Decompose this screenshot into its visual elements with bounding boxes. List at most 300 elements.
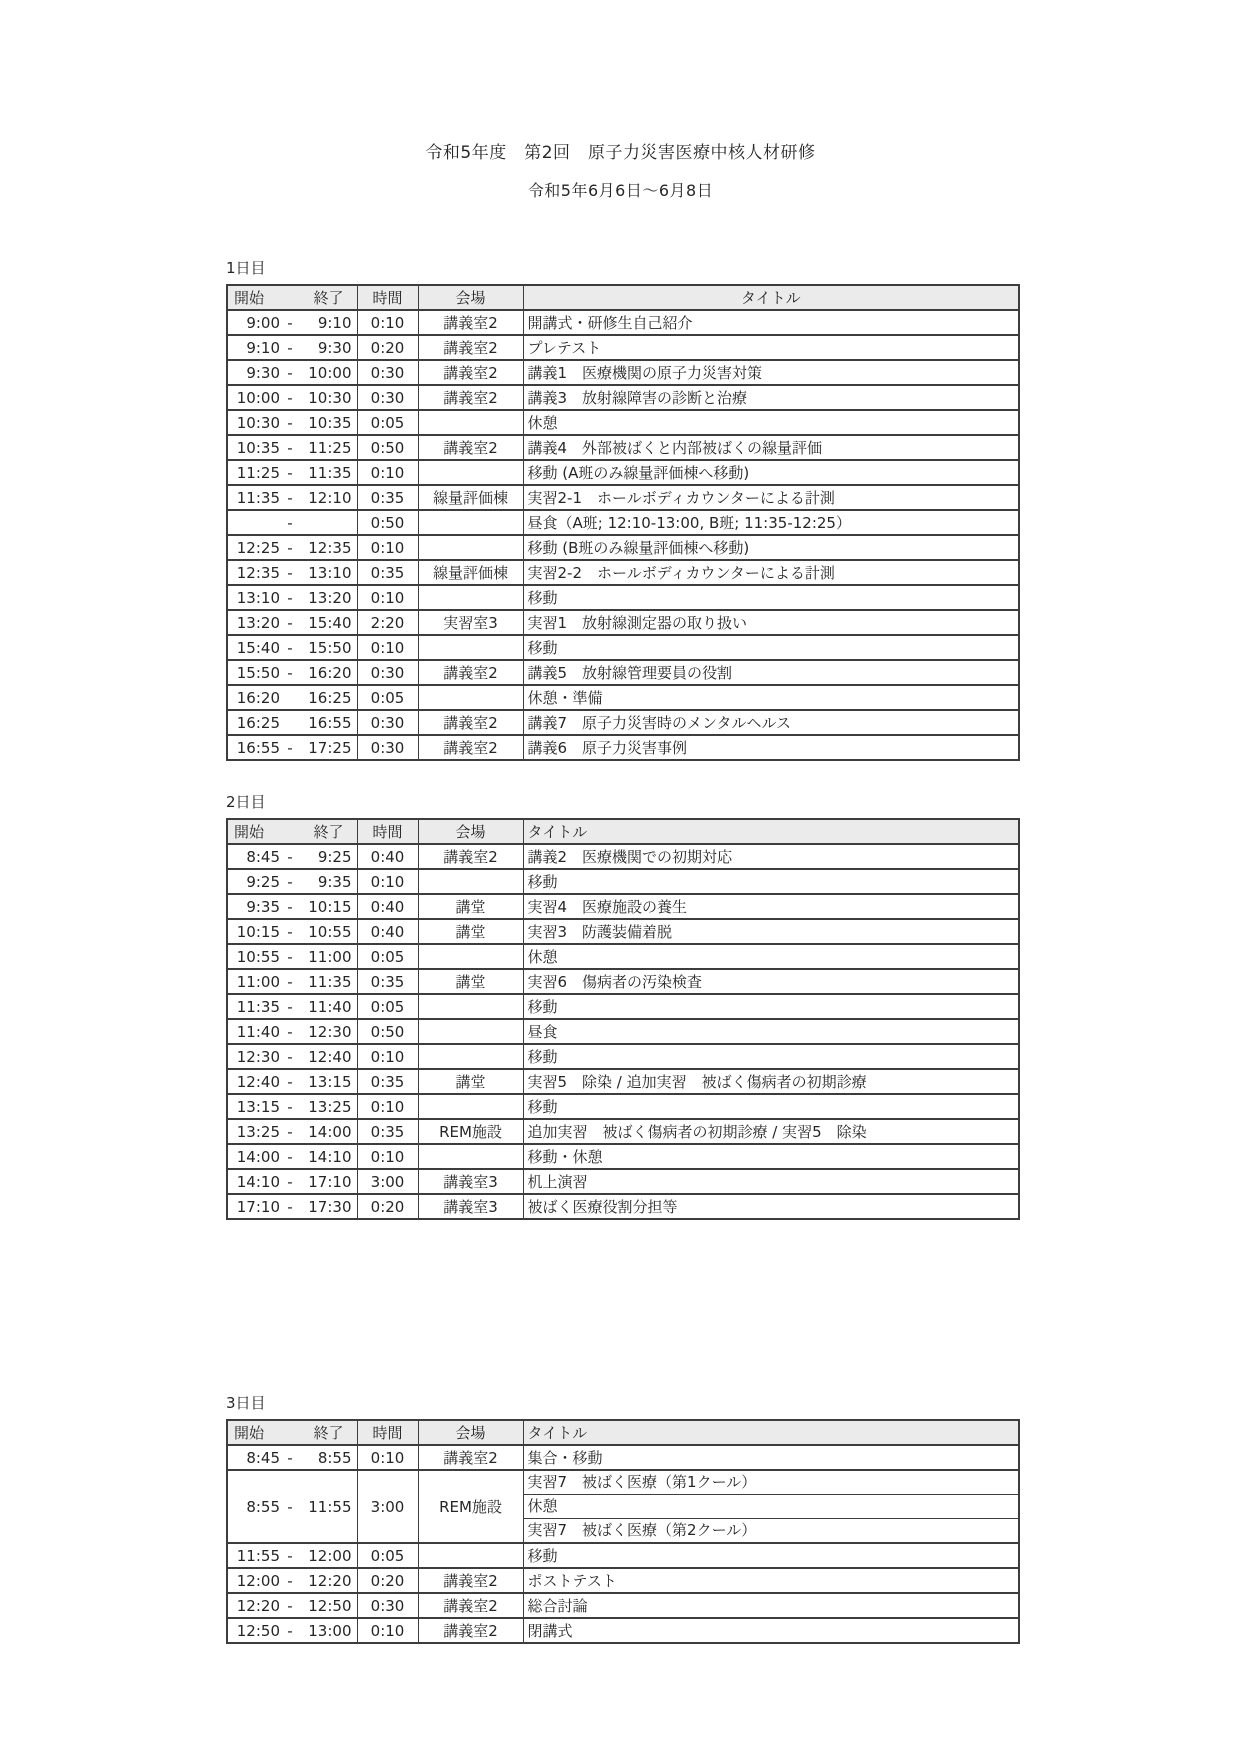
schedule-header-row [227,1420,1019,1445]
schedule-table-day2 [226,818,1020,1220]
sub-activity: 実習7 被ばく医療（第2クール） [524,1518,1019,1542]
start-time: 9:00 [246,313,280,332]
column-header-title: タイトル [523,285,1019,310]
cell-venue: 講義室3 [418,1169,523,1194]
start-time: 14:00 [236,1147,280,1166]
cell-duration: 0:30 [357,1593,418,1618]
cell-title: 移動 [523,1094,1019,1119]
schedule-row [227,944,1019,969]
cell-time-range [227,410,357,435]
day-label: 3日目 [226,1394,266,1412]
column-header-time-range [227,1420,357,1445]
day-section-2 [226,791,1018,1220]
cell-title: 移動 [523,585,1019,610]
cell-duration: 0:10 [357,585,418,610]
cell-venue: 講義室2 [418,1445,523,1470]
schedule-row [227,1144,1019,1169]
cell-venue: 講義室2 [418,1618,523,1643]
time-separator: - [287,438,293,457]
cell-title: 総合討論 [523,1593,1019,1618]
cell-time-range [227,1618,357,1643]
schedule-row [227,1445,1019,1470]
cell-venue: 講義室2 [418,710,523,735]
end-time: 16:20 [308,663,352,682]
day-section-1 [226,257,1018,761]
schedule-row [227,1593,1019,1618]
cell-title: 講義5 放射線管理要員の役割 [523,660,1019,685]
schedule-row [227,560,1019,585]
cell-title: 実習3 防護装備着脱 [523,919,1019,944]
cell-duration: 0:40 [357,894,418,919]
time-range [228,614,357,632]
end-time: 11:40 [308,997,352,1016]
cell-title: 被ばく医療役割分担等 [523,1194,1019,1219]
time-range [228,898,357,916]
cell-duration: 0:40 [357,844,418,869]
time-separator: - [287,1596,293,1615]
time-separator: - [287,997,293,1016]
column-header-venue: 会場 [418,1420,523,1445]
cell-time-range [227,685,357,710]
time-range [228,1622,357,1640]
time-range [228,464,357,482]
time-range-header [228,287,357,308]
cell-venue [418,1144,523,1169]
end-time: 12:10 [308,488,352,507]
cell-duration: 0:10 [357,1044,418,1069]
cell-venue: 講義室2 [418,844,523,869]
column-header-end: 終了 [313,289,344,307]
cell-time-range [227,660,357,685]
column-header-time-range [227,819,357,844]
end-time: 11:25 [308,438,352,457]
time-separator: - [287,613,293,632]
time-range [228,414,357,432]
time-range [228,314,357,332]
cell-time-range [227,1119,357,1144]
cell-title: プレテスト [523,335,1019,360]
schedule-row [227,1069,1019,1094]
cell-venue: REM施設 [418,1119,523,1144]
time-range [228,973,357,991]
cell-venue: 講義室2 [418,1568,523,1593]
cell-title: 机上演習 [523,1169,1019,1194]
end-time: 13:25 [308,1097,352,1116]
cell-venue: 講堂 [418,919,523,944]
cell-time-range [227,1445,357,1470]
cell-title: 集合・移動 [523,1445,1019,1470]
end-time: 12:35 [308,538,352,557]
time-range [228,1098,357,1116]
column-header-duration: 時間 [357,1420,418,1445]
schedule-row [227,919,1019,944]
cell-title: 休憩 [523,410,1019,435]
sub-activity: 休憩 [524,1494,1019,1518]
time-range [228,1597,357,1615]
cell-duration: 3:00 [357,1470,418,1543]
cell-time-range [227,1019,357,1044]
start-time: 9:25 [246,872,280,891]
cell-time-range [227,1169,357,1194]
time-separator: - [287,1571,293,1590]
cell-title: 移動 [523,1543,1019,1568]
time-separator: - [287,1022,293,1041]
cell-venue [418,994,523,1019]
time-range [228,948,357,966]
cell-venue: 講義室2 [418,385,523,410]
cell-duration: 0:10 [357,460,418,485]
cell-time-range [227,535,357,560]
column-header-start: 開始 [234,1424,265,1442]
cell-duration: 0:10 [357,1144,418,1169]
schedule-row [227,310,1019,335]
cell-venue: 講義室2 [418,660,523,685]
start-time: 8:55 [246,1497,280,1516]
column-header-title: タイトル [523,819,1019,844]
time-separator: - [287,488,293,507]
schedule-row [227,1094,1019,1119]
start-time: 11:00 [236,972,280,991]
end-time: 14:00 [308,1122,352,1141]
start-time: 8:45 [246,1448,280,1467]
cell-duration: 0:40 [357,919,418,944]
end-time: 12:50 [308,1596,352,1615]
end-time: 11:35 [308,463,352,482]
time-range [228,1148,357,1166]
start-time: 13:10 [236,588,280,607]
time-range [228,1198,357,1216]
column-header-end: 終了 [313,1424,344,1442]
start-time: 11:25 [236,463,280,482]
schedule-row [227,1119,1019,1144]
cell-duration: 0:05 [357,410,418,435]
cell-time-range [227,894,357,919]
cell-title: 昼食（A班; 12:10-13:00, B班; 11:35-12:25） [523,510,1019,535]
time-range [228,639,357,657]
cell-venue: 講堂 [418,1069,523,1094]
cell-time-range [227,585,357,610]
time-range [228,1023,357,1041]
cell-title: 休憩・準備 [523,685,1019,710]
time-separator: - [287,1497,293,1516]
time-range [228,1498,357,1516]
time-separator: - [287,313,293,332]
end-time: 9:30 [317,338,352,357]
time-range [228,1048,357,1066]
end-time: 13:20 [308,588,352,607]
time-separator: - [287,922,293,941]
time-separator: - [287,663,293,682]
time-separator: - [287,1621,293,1640]
cell-title: 実習2-1 ホールボディカウンターによる計測 [523,485,1019,510]
cell-venue [418,869,523,894]
schedule-content [226,257,1018,1644]
cell-duration: 0:50 [357,1019,418,1044]
time-separator: - [287,1072,293,1091]
cell-time-range [227,360,357,385]
page-title: 令和5年度 第2回 原子力災害医療中核人材研修 [425,143,816,163]
cell-title-multi [523,1470,1019,1543]
start-time: 14:10 [236,1172,280,1191]
cell-duration: 0:30 [357,385,418,410]
time-separator: - [287,847,293,866]
end-time: 9:25 [317,847,352,866]
cell-venue [418,1543,523,1568]
cell-time-range [227,844,357,869]
cell-venue: 講堂 [418,894,523,919]
schedule-header-row [227,819,1019,844]
time-separator: - [287,972,293,991]
schedule-row [227,710,1019,735]
day-label: 1日目 [226,259,266,277]
sub-activity: 実習7 被ばく医療（第1クール） [527,1473,757,1491]
cell-title: 閉講式 [523,1618,1019,1643]
cell-duration: 0:10 [357,1618,418,1643]
page-subtitle: 令和5年6月6日～6月8日 [527,181,714,200]
schedule-row [227,460,1019,485]
start-time: 12:20 [236,1596,280,1615]
time-separator: - [287,1047,293,1066]
end-time: 16:55 [308,713,352,732]
cell-time-range [227,610,357,635]
cell-venue: 講堂 [418,969,523,994]
schedule-row [227,1019,1019,1044]
cell-title: 移動・休憩 [523,1144,1019,1169]
start-time: 13:15 [236,1097,280,1116]
time-range [228,439,357,457]
schedule-row [227,610,1019,635]
time-range [228,873,357,891]
time-separator: - [287,388,293,407]
start-time: 13:25 [236,1122,280,1141]
cell-time-range [227,1069,357,1094]
cell-title: 講義4 外部被ばくと内部被ばくの線量評価 [523,435,1019,460]
time-separator: - [287,1172,293,1191]
start-time: 11:35 [236,997,280,1016]
end-time: 13:15 [308,1072,352,1091]
cell-duration: 0:05 [357,685,418,710]
start-time: 12:25 [236,538,280,557]
cell-venue [418,585,523,610]
cell-venue [418,944,523,969]
schedule-row [227,335,1019,360]
start-time: 9:35 [246,897,280,916]
start-time: 17:10 [236,1197,280,1216]
cell-duration: 0:20 [357,1568,418,1593]
cell-duration: 0:20 [357,1194,418,1219]
cell-time-range [227,869,357,894]
schedule-row [227,1618,1019,1643]
time-range [228,539,357,557]
time-range [228,339,357,357]
schedule-table-day3 [226,1419,1020,1644]
schedule-row [227,1470,1019,1543]
column-header-end: 終了 [313,823,344,841]
time-range [228,1123,357,1141]
schedule-row [227,1169,1019,1194]
schedule-row [227,1044,1019,1069]
cell-duration: 0:05 [357,944,418,969]
start-time: 12:00 [236,1571,280,1590]
end-time: 17:25 [308,738,352,757]
cell-time-range [227,1144,357,1169]
time-separator: - [287,1122,293,1141]
end-time: 13:10 [308,563,352,582]
start-time: 11:40 [236,1022,280,1041]
cell-time-range [227,735,357,760]
end-time: 12:00 [308,1546,352,1565]
time-range [228,739,357,757]
schedule-row [227,485,1019,510]
cell-title: 移動 [523,994,1019,1019]
start-time: 15:40 [236,638,280,657]
schedule-row [227,410,1019,435]
schedule-row [227,1543,1019,1568]
cell-title: 講義1 医療機関の原子力災害対策 [523,360,1019,385]
end-time: 9:35 [317,872,352,891]
time-range-header [228,1422,357,1443]
time-separator: - [287,947,293,966]
time-range [228,589,357,607]
cell-time-range [227,1044,357,1069]
start-time: 9:10 [246,338,280,357]
time-range [228,1073,357,1091]
cell-duration: 0:35 [357,485,418,510]
schedule-row [227,969,1019,994]
end-time: 12:20 [308,1571,352,1590]
cell-venue: 線量評価棟 [418,485,523,510]
end-time: 10:15 [308,897,352,916]
cell-duration: 0:50 [357,510,418,535]
cell-duration: 0:05 [357,1543,418,1568]
start-time: 10:55 [236,947,280,966]
time-range [228,364,357,382]
cell-title: 実習1 放射線測定器の取り扱い [523,610,1019,635]
cell-duration: 0:50 [357,435,418,460]
cell-time-range [227,1593,357,1618]
end-time: 11:00 [308,947,352,966]
time-range-header [228,821,357,842]
cell-venue: 講義室2 [418,1593,523,1618]
cell-time-range [227,1194,357,1219]
time-separator: - [287,872,293,891]
cell-title: 昼食 [523,1019,1019,1044]
cell-time-range [227,944,357,969]
cell-time-range [227,510,357,535]
cell-time-range [227,1568,357,1593]
start-time: 13:20 [236,613,280,632]
start-time: 10:00 [236,388,280,407]
start-time: 15:50 [236,663,280,682]
cell-duration: 0:30 [357,660,418,685]
cell-title: 移動 (B班のみ線量評価棟へ移動) [523,535,1019,560]
time-range [228,1449,357,1467]
cell-duration: 0:35 [357,560,418,585]
time-range [228,1173,357,1191]
cell-title: 実習2-2 ホールボディカウンターによる計測 [523,560,1019,585]
end-time: 15:50 [308,638,352,657]
cell-duration: 0:10 [357,1094,418,1119]
cell-time-range [227,1470,357,1543]
time-separator: - [287,1448,293,1467]
schedule-header-row [227,285,1019,310]
time-range [228,998,357,1016]
end-time: 11:55 [308,1497,352,1516]
cell-time-range [227,435,357,460]
cell-time-range [227,485,357,510]
time-separator: - [287,1147,293,1166]
time-range [228,489,357,507]
cell-venue: REM施設 [418,1470,523,1543]
cell-time-range [227,710,357,735]
start-time: 12:40 [236,1072,280,1091]
cell-duration: 0:20 [357,335,418,360]
time-separator: - [287,463,293,482]
time-separator: - [287,1097,293,1116]
end-time: 14:10 [308,1147,352,1166]
start-time: 10:30 [236,413,280,432]
schedule-row [227,894,1019,919]
time-separator: - [287,338,293,357]
time-separator: - [287,538,293,557]
schedule-row [227,844,1019,869]
start-time: 16:25 [236,713,280,732]
schedule-row [227,435,1019,460]
start-time: 12:30 [236,1047,280,1066]
column-header-duration: 時間 [357,285,418,310]
schedule-row [227,869,1019,894]
time-range [228,689,357,707]
cell-time-range [227,1543,357,1568]
cell-venue [418,510,523,535]
cell-title: 講義2 医療機関での初期対応 [523,844,1019,869]
schedule-row [227,385,1019,410]
cell-venue [418,410,523,435]
time-range [228,848,357,866]
cell-duration: 0:10 [357,1445,418,1470]
time-separator: - [287,563,293,582]
end-time: 10:30 [308,388,352,407]
cell-time-range [227,969,357,994]
cell-title: 移動 [523,635,1019,660]
cell-venue: 線量評価棟 [418,560,523,585]
time-range [228,1572,357,1590]
cell-venue [418,685,523,710]
cell-title: 講義3 放射線障害の診断と治療 [523,385,1019,410]
time-range [228,514,357,532]
cell-venue [418,535,523,560]
column-header-duration: 時間 [357,819,418,844]
cell-title: 休憩 [523,944,1019,969]
time-separator: - [287,513,293,532]
end-time: 12:40 [308,1047,352,1066]
time-range [228,564,357,582]
cell-title: 追加実習 被ばく傷病者の初期診療 / 実習5 除染 [523,1119,1019,1144]
schedule-row [227,510,1019,535]
end-time: 10:35 [308,413,352,432]
start-time: 11:55 [236,1546,280,1565]
cell-time-range [227,460,357,485]
cell-duration: 0:30 [357,360,418,385]
cell-title: 講義7 原子力災害時のメンタルヘルス [523,710,1019,735]
day-label: 2日目 [226,793,266,811]
end-time: 17:30 [308,1197,352,1216]
schedule-row [227,1568,1019,1593]
time-range [228,714,357,732]
schedule-row [227,994,1019,1019]
start-time: 10:15 [236,922,280,941]
time-range [228,664,357,682]
